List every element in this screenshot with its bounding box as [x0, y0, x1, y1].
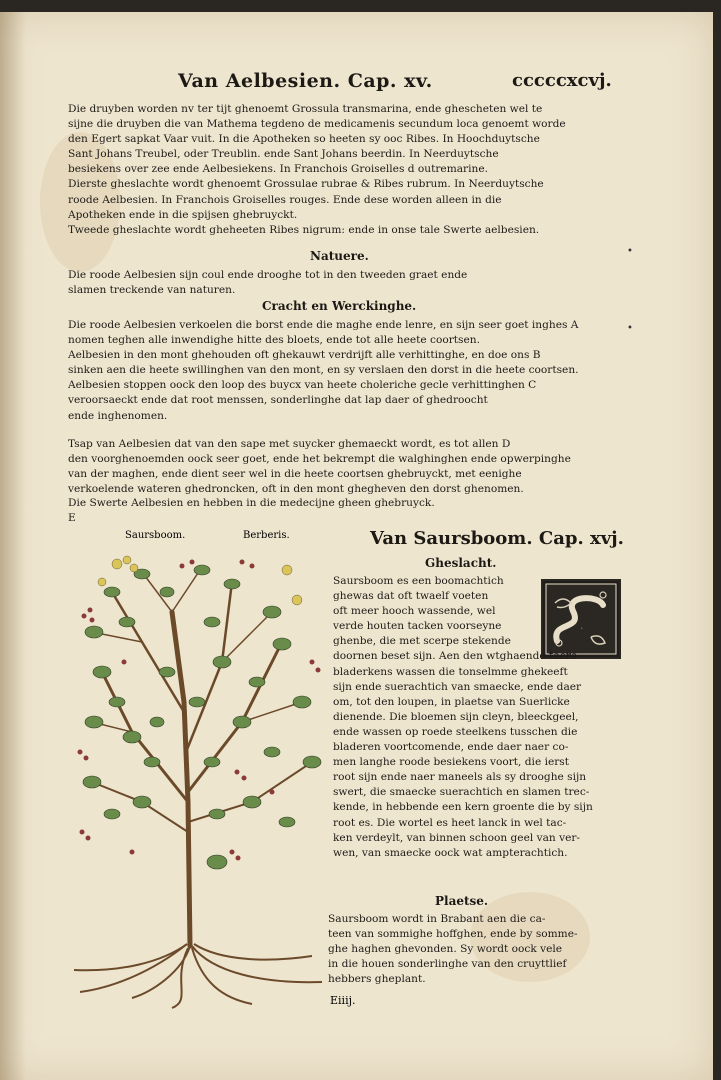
text-line: kende, in hebbende een kern groente die by sijn — [333, 801, 593, 814]
text-line: ende wassen op roede steelkens tusschen die — [333, 725, 578, 738]
text-line: Die roode Aelbesien sijn coul ende drooghe tot in den tweeden graet ende — [68, 269, 468, 281]
section-heading-natuere: Natuere. — [310, 249, 369, 263]
text-line: slamen treckende van naturen. — [68, 284, 236, 297]
text-line: besiekens over zee ende Aelbesiekens. In Franchois Groiselles d outremarine. — [68, 163, 488, 176]
text-line: doornen beset sijn. Aen den wtghaende teere — [333, 650, 578, 663]
text-line: bladeren voortcomende, ende daer naer co- — [333, 741, 569, 754]
text-line: Tweede gheslachte wordt gheheeten Ribes nigrum: ende in onse tale Swerte aelbesien. — [68, 223, 540, 236]
text-line: sijne die druyben die van Mathema tegdeno de medicamenis secundum loca genoemt worde — [68, 118, 566, 131]
text-line: Aelbesien stoppen oock den loop des buycx van heete choleriche gecle verhittinghen C — [68, 379, 537, 392]
text-line: van der maghen, ende dient seer wel in die heete coortsen ghebruyckt, met eenighe — [68, 468, 522, 481]
figure-label-berberis: Berberis. — [243, 530, 290, 541]
text-line: dienende. Die bloemen sijn cleyn, bleeckgeel, — [333, 710, 579, 723]
text-line: ghenbe, die met scerpe stekende — [333, 635, 511, 648]
barberry-woodcut-illustration — [72, 552, 334, 1012]
text-line: den voorghenoemden oock seer goet, ende het bekrempt die walghinghen ende opwerpinghe — [68, 453, 571, 466]
paragraph-gheslacht — [333, 574, 671, 861]
signature-mark: Eiiij. — [330, 994, 356, 1007]
chapter-title-text: Van Saursboom. Cap. xvj. — [370, 528, 624, 549]
text-line: Sant Johans Treubel, oder Treublin. ende Sant Johans beerdin. In Neerduytsche — [68, 148, 499, 161]
text-line: ghe haghen ghevonden. Sy wordt oock vele — [328, 943, 563, 956]
text-line: om, tot den loupen, in plaetse van Suerlicke — [333, 695, 570, 708]
text-line: Saursboom wordt in Brabant aen die ca- — [328, 913, 546, 925]
text-line: Die Swerte Aelbesien en hebben in die medecijne gheen ghebruyck. — [68, 497, 435, 509]
text-line: bladerkens wassen die tonselmme ghekeeft — [333, 665, 568, 678]
text-line: ende inghenomen. — [68, 409, 168, 422]
text-line: Apotheken ende in die spijsen ghebruyckt. — [68, 208, 298, 221]
plant-roots — [74, 944, 322, 1008]
section-heading-cracht: Cracht en Werckinghe. — [262, 299, 417, 313]
figure-label-saursboom: Saursboom. — [125, 530, 186, 541]
text-line: Tsap van Aelbesien dat van den sape met suycker ghemaeckt wordt, es tot allen D — [68, 438, 511, 450]
text-line: oft meer hooch wassende, wel — [333, 605, 496, 618]
text-line: Dierste gheslachte wordt ghenoemt Grossulae rubrae & Ribes rubrum. In Neerduytsche — [68, 178, 544, 191]
margin-letter: E — [68, 512, 76, 525]
text-line: wen, van smaecke oock wat ampterachtich. — [333, 846, 568, 859]
text-line: hebbers gheplant. — [328, 973, 426, 986]
text-line: nomen teghen alle inwendighe hitte des bloets, ende tot alle heete coortsen. — [68, 334, 480, 347]
paragraph-names — [68, 102, 668, 238]
section-heading-gheslacht: Gheslacht. — [425, 556, 497, 570]
margin-dot: • — [627, 246, 633, 257]
text-line: teen van sommighe hoffghen, ende by somme- — [328, 928, 578, 941]
text-line: verde houten tacken voorseyne — [333, 620, 502, 633]
text-line: Die roode Aelbesien verkoelen die borst ende die maghe ende lenre, en sijn seer goet inghes A — [68, 319, 579, 331]
paragraph-tsap — [68, 437, 668, 497]
paragraph-swerte — [68, 496, 668, 526]
folio-number: cccccxcvj. — [512, 70, 612, 91]
text-line: in die houen sonderlinghe van den cruyttlief — [328, 958, 567, 971]
section-heading-plaetse: Plaetse. — [435, 894, 489, 908]
text-line: ghewas dat oft twaelf voeten — [333, 590, 489, 603]
page-spine-shadow — [0, 12, 26, 1080]
text-line: Aelbesien in den mont ghehouden oft ghekauwt verdrijft alle verhittinghe, en doe ons B — [68, 349, 541, 362]
text-line: verkoelende wateren ghedroncken, oft in den mont ghegheven den dorst ghenomen. — [68, 483, 524, 496]
paragraph-plaetse — [328, 912, 673, 987]
paragraph-natuere — [68, 268, 668, 298]
margin-dot: • — [627, 323, 633, 334]
book-page — [0, 12, 713, 1080]
text-line: Saursboom es een boomachtich — [333, 575, 504, 587]
text-line: swert, die smaecke suerachtich en slamen trec- — [333, 786, 590, 799]
chapter-title — [370, 528, 624, 549]
text-line: root sijn ende naer maneels als sy drooghe sijn — [333, 771, 587, 784]
text-line: sijn ende suerachtich van smaecke, ende daer — [333, 680, 582, 693]
paragraph-cracht — [68, 318, 668, 424]
text-line: Die druyben worden nv ter tijt ghenoemt Grossula transmarina, ende ghescheten wel te — [68, 103, 543, 115]
text-line: men langhe roode besiekens voort, die ierst — [333, 756, 569, 769]
text-line: roode Aelbesien. In Franchois Groiselles rouges. Ende dese worden alleen in die — [68, 193, 502, 206]
running-head-title: Van Aelbesien. Cap. xv. — [178, 70, 433, 92]
plant-leaves — [83, 565, 321, 869]
text-line: den Egert sapkat Vaar vuit. In die Apotheken so heeten sy ooc Ribes. In Hoochduytsche — [68, 133, 540, 146]
text-line: ken verdeylt, van binnen schoon geel van ver- — [333, 831, 580, 844]
initial-letter: S — [581, 628, 583, 630]
text-line: veroorsaeckt ende dat root menssen, sonderlinghe dat lap daer of ghedroocht — [68, 394, 488, 407]
plant-flowers — [98, 556, 302, 605]
text-line: sinken aen die heete swillinghen van den mont, en sy verslaen den dorst in die heete coortsen. — [68, 364, 579, 377]
text-line: root es. Die wortel es heet lanck in wel tac- — [333, 816, 567, 829]
